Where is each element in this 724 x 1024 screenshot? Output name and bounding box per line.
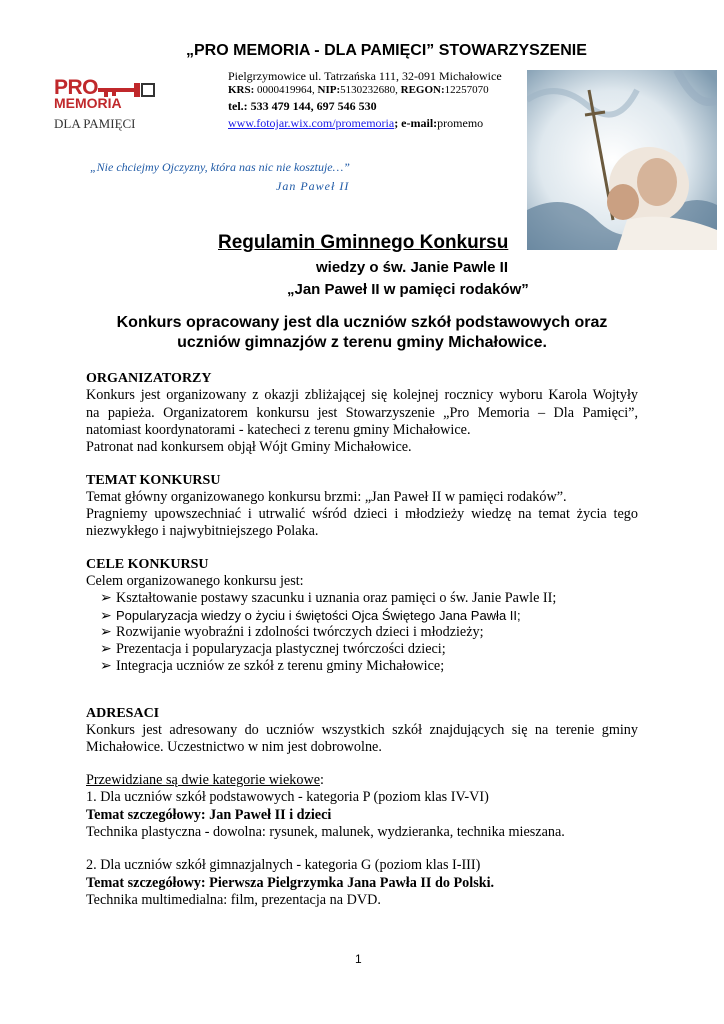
document-subtitle-2: „Jan Paweł II w pamięci rodaków”: [287, 281, 529, 298]
web-email-line: [228, 116, 483, 131]
organizatorzy-line-1: Konkurs jest organizowany z okazji zbliżającej się kolejnej rocznicy wyboru Karola Wojtyły: [86, 387, 638, 403]
list-item-text: Kształtowanie postawy szacunku i uznania oraz pamięci o św. Janie Pawle II;: [116, 590, 557, 606]
category-1-line: 1. Dla uczniów szkół podstawowych - kategoria P (poziom klas IV-VI): [86, 789, 489, 805]
section-heading-temat: TEMAT KONKURSU: [86, 473, 221, 488]
list-item: [100, 607, 521, 626]
email-label: ; e-mail:: [394, 116, 438, 130]
arrow-bullet-icon: ➢: [100, 590, 112, 606]
organizatorzy-line-2: na papieża. Organizatorem konkursu jest Stowarzyszenie „Pro Memoria – Dla Pamięci”,: [86, 405, 638, 421]
krs-value: 0000419964,: [254, 84, 318, 96]
arrow-bullet-icon: ➢: [100, 624, 112, 640]
category-2-topic: Temat szczegółowy: Pierwsza Pielgrzymka Jana Pawła II do Polski.: [86, 875, 495, 891]
adresaci-line-2: Michałowice. Uczestnictwo w nim jest dobrowolne.: [86, 739, 382, 755]
nip-value: 5130232680,: [340, 84, 401, 96]
category-2-technique: Technika multimedialna: film, prezentacja na DVD.: [86, 892, 381, 908]
arrow-bullet-icon: ➢: [100, 658, 112, 674]
list-item: [100, 641, 446, 659]
age-categories-label: Przewidziane są dwie kategorie wiekowe: [86, 772, 320, 788]
registry-line: [228, 84, 489, 96]
list-item-text: Prezentacja i popularyzacja plastycznej twórczości dzieci;: [116, 641, 446, 657]
temat-line-2: Pragniemy upowszechniać i utrwalić wśród dzieci i młodzieży wiedzę na temat życia tego: [86, 506, 638, 522]
organizatorzy-line-4: Patronat nad konkursem objął Wójt Gminy Michałowice.: [86, 439, 412, 455]
arrow-bullet-icon: ➢: [100, 608, 112, 624]
document-subtitle-1: wiedzy o św. Janie Pawle II: [316, 259, 509, 276]
list-item-text: Rozwijanie wyobraźni i zdolności twórczych dzieci i młodzieży;: [116, 624, 484, 640]
organizatorzy-line-3: natomiast koordynatorami - katecheci z terenu gminy Michałowice.: [86, 422, 471, 438]
tel-label: tel: [228, 99, 241, 113]
lead-line-1: Konkurs opracowany jest dla uczniów szkół podstawowych oraz: [116, 314, 608, 331]
lead-line-2: uczniów gimnazjów z terenu gminy Michałowice.: [177, 334, 547, 351]
logo-memoria-text: MEMORIA: [54, 95, 122, 111]
age-categories-colon: :: [320, 772, 324, 788]
list-item: [100, 658, 444, 676]
list-item-text: Integracja uczniów ze szkół z terenu gminy Michałowice;: [116, 658, 445, 674]
category-1-topic: Temat szczegółowy: Jan Paweł II i dzieci: [86, 807, 332, 823]
regon-label: REGON:: [400, 84, 445, 96]
quote-author: Jan Paweł II: [276, 179, 350, 193]
logo-dla-pamieci-text: DLA PAMIĘCI: [54, 116, 136, 131]
category-2-line: 2. Dla uczniów szkół gimnazjalnych - kategoria G (poziom klas I-III): [86, 857, 481, 873]
address-line: Pielgrzymowice ul. Tatrzańska 111, 32-091 Michałowice: [228, 69, 502, 83]
regon-value: 12257070: [444, 84, 489, 96]
temat-line-1: Temat główny organizowanego konkursu brzmi: „Jan Paweł II w pamięci rodaków”.: [86, 489, 567, 505]
logo-pro-text: PRO: [54, 76, 99, 99]
arrow-bullet-icon: ➢: [100, 641, 112, 657]
page-number: 1: [355, 952, 362, 966]
nip-label: NIP:: [317, 84, 341, 96]
category-1-technique: Technika plastyczna - dowolna: rysunek, malunek, wydzieranka, technika mieszana.: [86, 824, 565, 840]
section-heading-adresaci: ADRESACI: [86, 706, 160, 721]
age-categories-intro: [86, 772, 638, 790]
website-link[interactable]: www.fotojar.wix.com/promemoria: [228, 116, 395, 130]
email-value: promemo: [437, 116, 484, 130]
list-item: [100, 590, 556, 608]
cele-intro: Celem organizowanego konkursu jest:: [86, 573, 304, 589]
tel-value: .: 533 479 144, 697 546 530: [240, 99, 377, 113]
list-item-text: Popularyzacja wiedzy o życiu i świętości Ojca Świętego Jana Pawła II;: [116, 608, 521, 623]
section-heading-cele: CELE KONKURSU: [86, 557, 209, 572]
quote-text: „Nie chciejmy Ojczyzny, która nas nic nie kosztuje…”: [90, 160, 350, 174]
list-item: [100, 624, 484, 642]
phone-line: [228, 99, 377, 114]
krs-label: KRS:: [228, 84, 255, 96]
pro-memoria-logo: [54, 76, 224, 134]
temat-line-3: niezwykłego i najwybitniejszego Polaka.: [86, 523, 319, 539]
organization-title: „PRO MEMORIA - DLA PAMIĘCI” STOWARZYSZENIE: [186, 42, 587, 59]
john-paul-photo: [527, 70, 717, 250]
section-heading-organizatorzy: ORGANIZATORZY: [86, 371, 212, 386]
adresaci-line-1: Konkurs jest adresowany do uczniów wszystkich szkół znajdujących się na terenie gminy: [86, 722, 638, 738]
document-title: Regulamin Gminnego Konkursu: [218, 232, 509, 253]
